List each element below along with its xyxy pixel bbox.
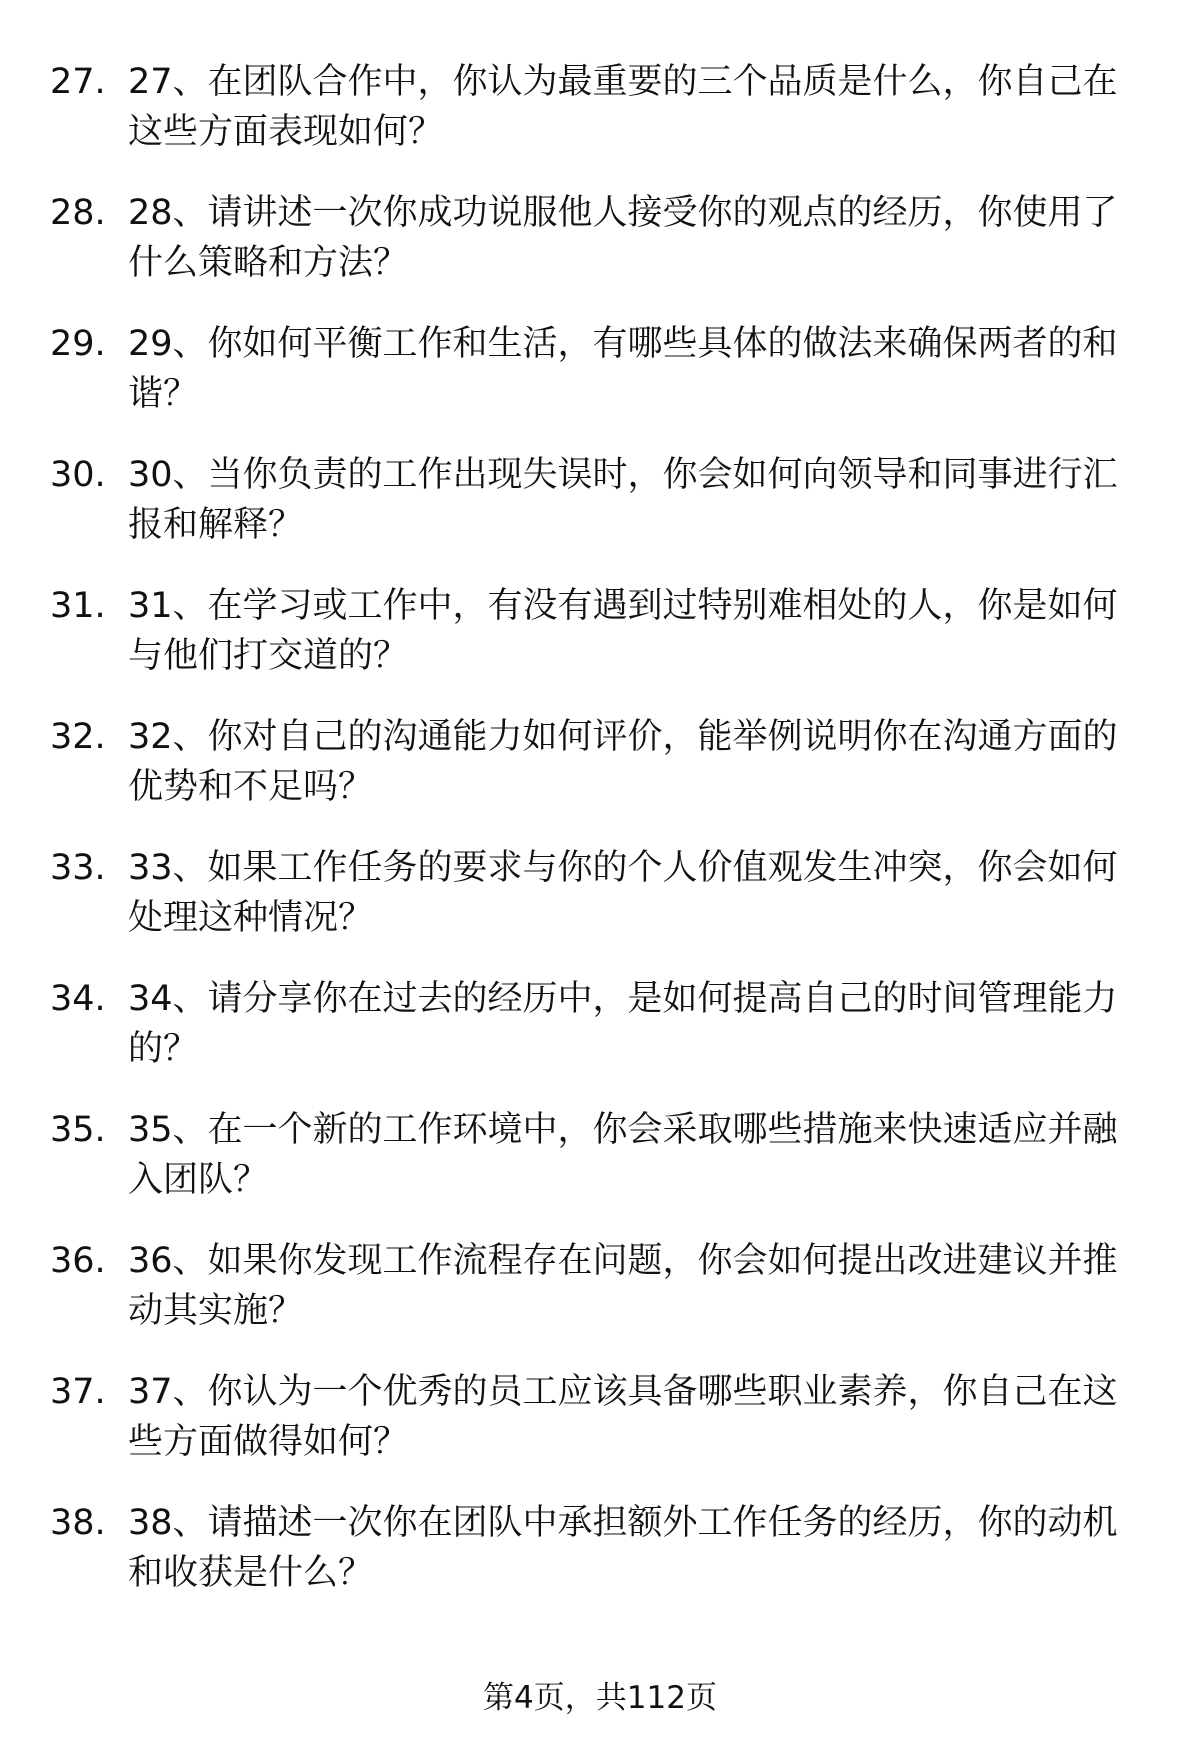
question-number: 32. — [50, 717, 106, 757]
question-number: 37. — [50, 1372, 106, 1412]
list-item — [0, 1367, 1200, 1498]
question-text: 29、你如何平衡工作和生活，有哪些具体的做法来确保两者的和谐？ — [128, 324, 1118, 414]
question-text: 30、当你负责的工作出现失误时，你会如何向领导和同事进行汇报和解释？ — [128, 455, 1118, 545]
question-text: 35、在一个新的工作环境中，你会采取哪些措施来快速适应并融入团队？ — [128, 1110, 1118, 1200]
question-text: 37、你认为一个优秀的员工应该具备哪些职业素养，你自己在这些方面做得如何？ — [128, 1372, 1118, 1462]
question-text: 31、在学习或工作中，有没有遇到过特别难相处的人，你是如何与他们打交道的？ — [128, 586, 1118, 676]
question-number: 34. — [50, 979, 106, 1019]
question-list — [0, 57, 1200, 1629]
question-number: 36. — [50, 1241, 106, 1281]
question-number: 31. — [50, 586, 106, 626]
list-item — [0, 319, 1200, 450]
question-text: 28、请讲述一次你成功说服他人接受你的观点的经历，你使用了什么策略和方法？ — [128, 193, 1118, 283]
question-text: 36、如果你发现工作流程存在问题，你会如何提出改进建议并推动其实施？ — [128, 1241, 1118, 1331]
question-number: 28. — [50, 193, 106, 233]
question-text: 33、如果工作任务的要求与你的个人价值观发生冲突，你会如何处理这种情况？ — [128, 848, 1118, 938]
question-text: 27、在团队合作中，你认为最重要的三个品质是什么，你自己在这些方面表现如何？ — [128, 62, 1118, 152]
question-number: 35. — [50, 1110, 106, 1150]
question-text: 38、请描述一次你在团队中承担额外工作任务的经历，你的动机和收获是什么？ — [128, 1503, 1118, 1593]
list-item — [0, 712, 1200, 843]
list-item — [0, 57, 1200, 188]
question-number: 38. — [50, 1503, 106, 1543]
list-item — [0, 1498, 1200, 1629]
list-item — [0, 843, 1200, 974]
page-footer: 第4页，共112页 — [483, 1680, 717, 1716]
question-text: 32、你对自己的沟通能力如何评价，能举例说明你在沟通方面的优势和不足吗？ — [128, 717, 1118, 807]
question-number: 27. — [50, 62, 106, 102]
list-item — [0, 974, 1200, 1105]
list-item — [0, 450, 1200, 581]
question-number: 33. — [50, 848, 106, 888]
list-item — [0, 188, 1200, 319]
list-item — [0, 1236, 1200, 1367]
question-number: 30. — [50, 455, 106, 495]
list-item — [0, 1105, 1200, 1236]
question-number: 29. — [50, 324, 106, 364]
list-item — [0, 581, 1200, 712]
question-text: 34、请分享你在过去的经历中，是如何提高自己的时间管理能力的？ — [128, 979, 1118, 1069]
